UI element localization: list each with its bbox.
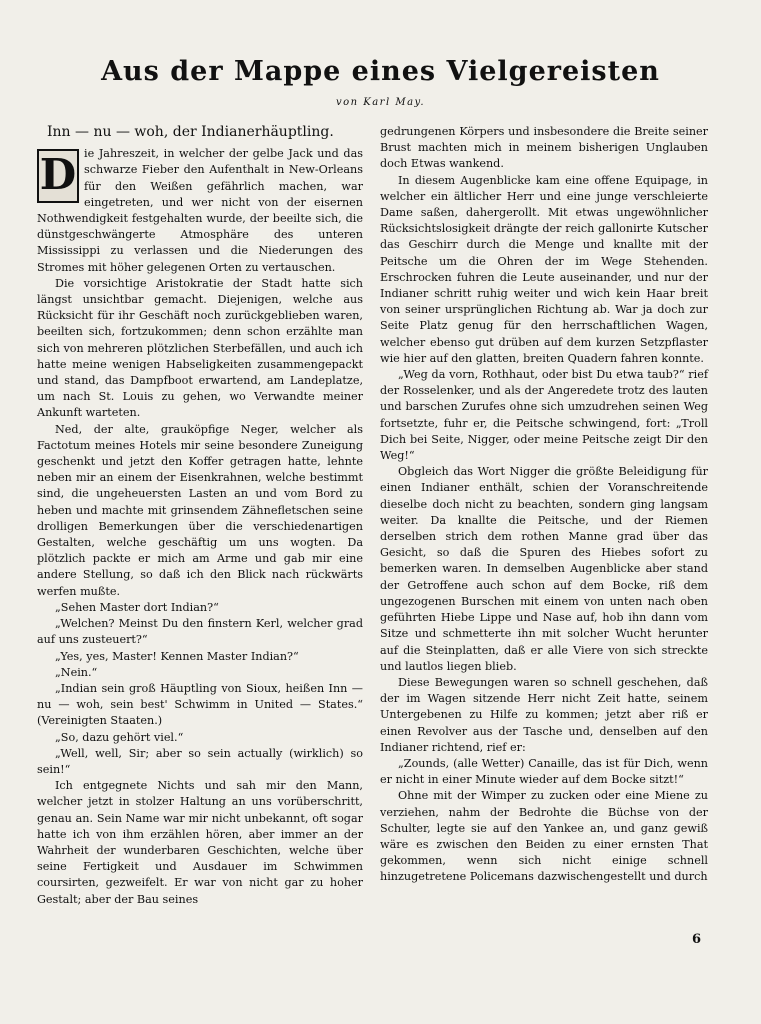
paragraph: „Weg da vorn, Rothhaut, oder bist Du etwa taub?“ rief der Rosselenker, und als der Angeredete trotz des lauten und barschen Zurufes ohne sich umzudrehen seinen Weg fortsetzte, fuhr er, die Peitsche schwingend, fort: „Troll Dich bei Seite, Nigger, oder meine Peitsche zeigt Dir den Weg!“ <box>380 368 708 463</box>
dialogue-line: „Yes, yes, Master! Kennen Master Indian?“ <box>55 649 299 663</box>
drop-cap: D <box>37 149 79 203</box>
page-number: 6 <box>691 932 701 947</box>
dialogue-line: „So, dazu gehört viel.“ <box>55 730 184 744</box>
dialogue-line: „Zounds, (alle Wetter) Canaille, das ist für Dich, wenn er nicht in einer Minute wieder auf dem Bocke sitzt!“ <box>380 756 708 787</box>
paragraph: Ned, der alte, grauköpfige Neger, welcher als Factotum meines Hotels mir seine besondere Zuneigung geschenkt und jetzt den Koffer getragen hatte, lehnte neben mir an einem der Eisenkrahnen, welche bestimmt sind, die ungeheuersten Lasten an und vom Bord zu heben und machte mit grinsendem Zähnefletschen seine drolligen Bemerkungen über die verschiedenartigen Gestalten, welche geschäftig um uns wogten. Da plötzlich packte er mich am Arme und gab mir eine andere Stellung, so daß ich den Blick nach rückwärts werfen mußte. <box>37 422 363 598</box>
dialogue-line: „Indian sein groß Häuptling von Sioux, heißen Inn — nu — woh, sein best' Schwimm in United — States.“ (Vereinigten Staaten.) <box>37 681 363 728</box>
dialogue-line: „Welchen? Meinst Du den finstern Kerl, welcher grad auf uns zusteuert?“ <box>37 617 363 647</box>
article-subheading: Inn — nu — woh, der Indianerhäuptling. <box>47 124 334 140</box>
dialogue-line: „Well, well, Sir; aber so sein actually (wirklich) so sein!“ <box>37 746 363 776</box>
paragraph: Ich entgegnete Nichts und sah mir den Mann, welcher jetzt in stolzer Haltung an uns vorüberschritt, genau an. Sein Name war mir nicht unbekannt, oft sogar hatte ich von ihm erzählen hören, aber immer an der Wahrheit der wunderbaren Geschichten, welche über seine Fertigkeit und Ausdauer im Schwimmen coursirten, gezweifelt. Er war von nicht gar zu hoher Gestalt; aber der Bau seines <box>37 779 363 906</box>
paragraph: Ohne mit der Wimper zu zucken oder eine Miene zu verziehen, nahm der Bedrohte die Büchse von der Schulter, legte sie auf den Yankee an, und ganz gewiß wäre es zwischen den Beiden zu einer ernsten That gekommen, wenn sich nicht einige schnell hinzugetretene Policemans dazwischengestellt und durch <box>380 789 708 884</box>
paragraph: D ie Jahreszeit, in welcher der gelbe Jack und das schwarze Fieber den Aufenthalt in New-Orleans für den Weißen gefährlich machen, war eingetreten, und wer nicht von der eisernen Nothwendigkeit festgehalten wurde, der beeilte sich, die dünstgeschwängerte Atmosphäre des unteren Mississippi zu verlassen und die Niederungen des Stromes mit höher gelegenen Orten zu vertauschen. <box>37 147 363 274</box>
article-title: Aus der Mappe eines Vielgereisten <box>101 56 660 87</box>
paragraph: gedrungenen Körpers und insbesondere die Breite seiner Brust machten mich in meinem bisherigen Unglauben doch Etwas wankend. <box>380 125 708 171</box>
dialogue-line: „Nein.“ <box>55 665 98 679</box>
paragraph: Die vorsichtige Aristokratie der Stadt hatte sich längst unsichtbar gemacht. Diejenigen, welche aus Rücksicht für ihr Geschäft noch zurückgeblieben waren, beeilten sich, fortzukommen; denn schon erzählte man sich von mehreren plötzlichen Sterbefällen, und auch ich hatte meine wenigen Habseligkeiten zusammengepackt und stand, das Dampfboot erwartend, am Landeplatze, um nach St. Louis zu gehen, wo Verwandte meiner Ankunft warteten. <box>37 276 363 420</box>
paragraph: Diese Bewegungen waren so schnell geschehen, daß der im Wagen sitzende Herr nicht Zeit hatte, seinem Untergebenen zu Hilfe zu kommen; jetzt aber riß er einen Revolver aus der Tasche und, denselben auf den Indianer richtend, rief er: <box>380 675 708 754</box>
left-column <box>37 124 363 908</box>
paragraph: Obgleich das Wort Nigger die größte Beleidigung für einen Indianer enthält, schien der Voranschreitende dieselbe doch nicht zu beachten, sondern ging langsam weiter. Da knallte die Peitsche, und der Riemen derselben strich dem rothen Manne grad über das Gesicht, so daß die Spuren des Hiebes sofort zu bemerken waren. In demselben Augenblicke aber stand der Getroffene auch schon auf dem Bocke, riß dem ungezogenen Burschen mit einem von unten nach oben geführten Hiebe Lippe und Nase auf, hob ihn dann vom Sitze und schmetterte ihn mit solcher Wucht herunter auf die Steinplatten, daß er alle Viere von sich streckte und lautlos liegen blieb. <box>380 465 708 673</box>
dialogue-line: „Sehen Master dort Indian?“ <box>55 600 219 614</box>
article-byline: von Karl May. <box>335 97 426 108</box>
paragraph: In diesem Augenblicke kam eine offene Equipage, in welcher ein ältlicher Herr und eine junge verschleierte Dame saßen, dahergerollt. Mit etwas ungewöhnlicher Rücksichtslosigkeit drängte der reich gallonirte Kutscher das Geschirr durch die Menge und knallte mit der Peitsche um die Ohren der im Wege Stehenden. Erschrocken fuhren die Leute auseinander, und nur der Indianer schritt ruhig weiter und wich kein Haar breit von seiner ursprünglichen Richtung ab. War ja doch zur Seite Platz genug für den herrschaftlichen Wagen, welcher ebenso gut drüben auf dem kurzen Setzpflaster wie hier auf den glatten, breiten Quadern fahren konnte. <box>380 173 708 365</box>
right-column <box>380 124 708 886</box>
